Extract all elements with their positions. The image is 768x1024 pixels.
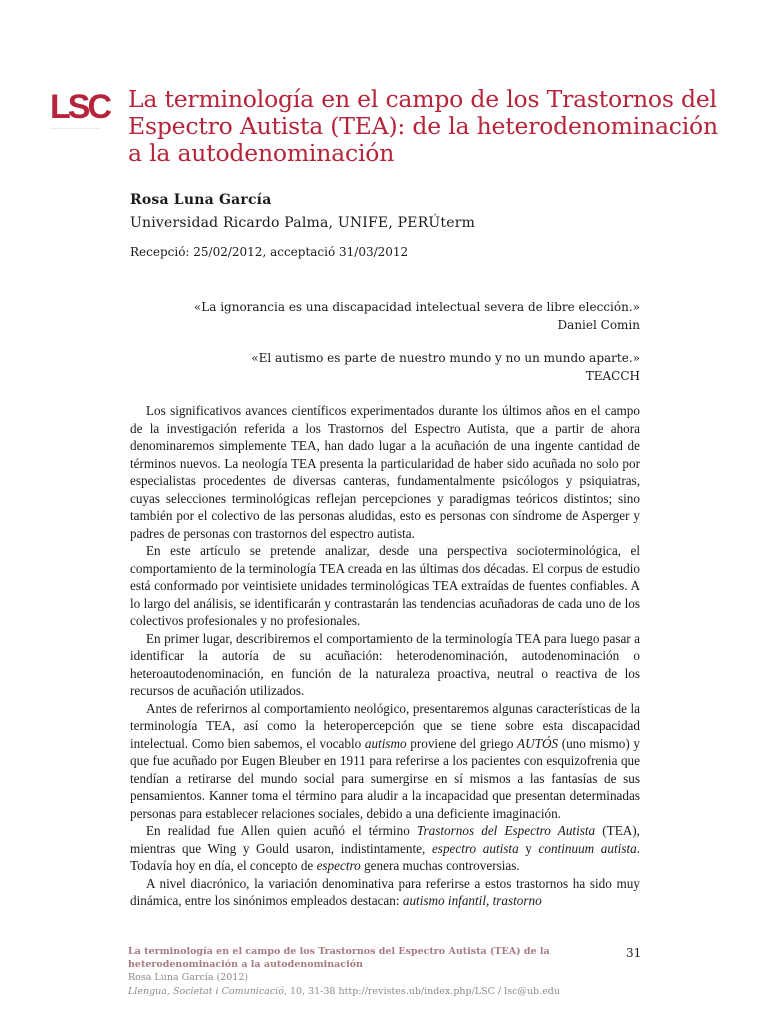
article-title: La terminología en el campo de los Trastornos del Espectro Autista (TEA): de la heterodenominación a la autodenominación [128,85,718,167]
paragraph: Los significativos avances científicos experimentados durante los últimos años en el campo de la investigación referida a los Trastornos del Espectro Autista, que a partir de ahora denominaremos simplemente TEA, han dado lugar a la acuñación de una ingente cantidad de términos nuevos. La neología TEA presenta la particularidad de haber sido acuñada no solo por especialistas procedentes de diversas canteras, fundamentalmente psicólogos y psiquiatras, cuyas selecciones terminológicas reflejan percepciones y paradigmas teóricos distintos; sino también por el colectivo de las personas aludidas, esto es personas con síndrome de Asperger y padres de personas con trastornos del espectro autista. [130,403,640,541]
footer-journal [128,986,560,997]
epigraph [194,298,640,334]
paragraph: En primer lugar, describiremos el comportamiento de la terminología TEA para luego pasar a identificar la autoría de su acuñación: heterodenominación, autodenominación o heteroautodenominación, en función de la naturaleza proactiva, neutral o reactiva de los recursos de acuñación utilizados. [130,630,640,698]
text-run: . Todavía hoy en día, el concepto de [130,840,641,873]
text-run: y [518,840,539,856]
epigraph-quote: «El autismo es parte de nuestro mundo y no un mundo aparte.» [251,351,640,365]
epigraph-source: TEACCH [585,369,640,383]
text-run: A nivel diacrónico, la variación denominativa para referirse a estos trastornos ha sido muy dinámica, entre los sinónimos empleados destacan: [130,875,640,908]
emphasis-term: autismo [364,735,407,751]
epigraph-quote: «La ignorancia es una discapacidad intelectual severa de libre elección.» [193,300,640,314]
footer-article-title: La terminología en el campo de los Trastornos del Espectro Autista (TEA) de la heterodenominación a la autodenominación [128,946,550,970]
journal-details: , 10, 31-38 http://revistes.ub/index.php/LSC / lsc@ub.edu [283,986,560,997]
epigraph [251,349,640,385]
emphasis-term: espectro [316,858,361,873]
emphasis-term: trastorno [492,893,542,908]
author-name: Rosa Luna García [130,192,272,208]
text-run: genera muchas controversias. [360,858,520,873]
epigraph-source: Daniel Comin [557,318,640,332]
emphasis-term: AUTÓS [517,735,559,751]
emphasis-term: autismo infantil [402,893,487,908]
text-run: En realidad fue Allen quien acuñó el término [146,823,417,838]
paragraph [130,822,640,875]
paragraph: En este artículo se pretende analizar, desde una perspectiva socioterminológica, el comportamiento de la terminología TEA creada en las últimas dos décadas. El corpus de estudio está conformado por veintisiete unidades terminológicas TEA extraídas de fuentes confiables. A lo largo del análisis, se identificarán y contrastarán las tendencias acuñadoras de cada uno de los colectivos profesionales y no profesionales. [130,543,640,628]
article-body [130,402,640,910]
emphasis-term: Trastornos del Espectro Autista [416,823,596,838]
author-affiliation: Universidad Ricardo Palma, UNIFE, PERÚterm [130,215,476,231]
journal-logo: LSC [50,88,109,126]
text-run: Antes de referirnos al comportamiento neológico, presentaremos algunas características de la terminología TEA, así como la heteropercepción que se tiene sobre esta discapacidad intelectual. Como bien sabemos, el vocablo [130,700,640,751]
paragraph [130,875,640,910]
text-run: (uno mismo) y que fue acuñado por Eugen Bleuber en 1911 para referirse a los pacientes con esquizofrenia que tendían a retirarse del mundo social para sumergirse en sí mismos a las fantasías de sus pensamientos. Kanner toma el término para aludir a la incapacidad que presentan determinadas personas para establecer relaciones sociales, debido a una deficiente imaginación. [130,735,640,821]
page-number: 31 [626,946,642,960]
paragraph [130,700,640,823]
footer-author: Rosa Luna García (2012) [128,972,249,983]
journal-name: Llengua, Societat i Comunicació [128,986,284,997]
reception-dates: Recepció: 25/02/2012, acceptació 31/03/2012 [130,245,409,259]
text-run: proviene del griego [406,735,518,751]
text-run: , [486,893,493,908]
emphasis-term: continuum autista [538,840,637,856]
logo-divider [50,128,100,157]
emphasis-term: espectro autista [431,840,519,856]
text-run: (TEA), mientras que Wing y Gould usaron, indistintamente, [130,823,640,856]
